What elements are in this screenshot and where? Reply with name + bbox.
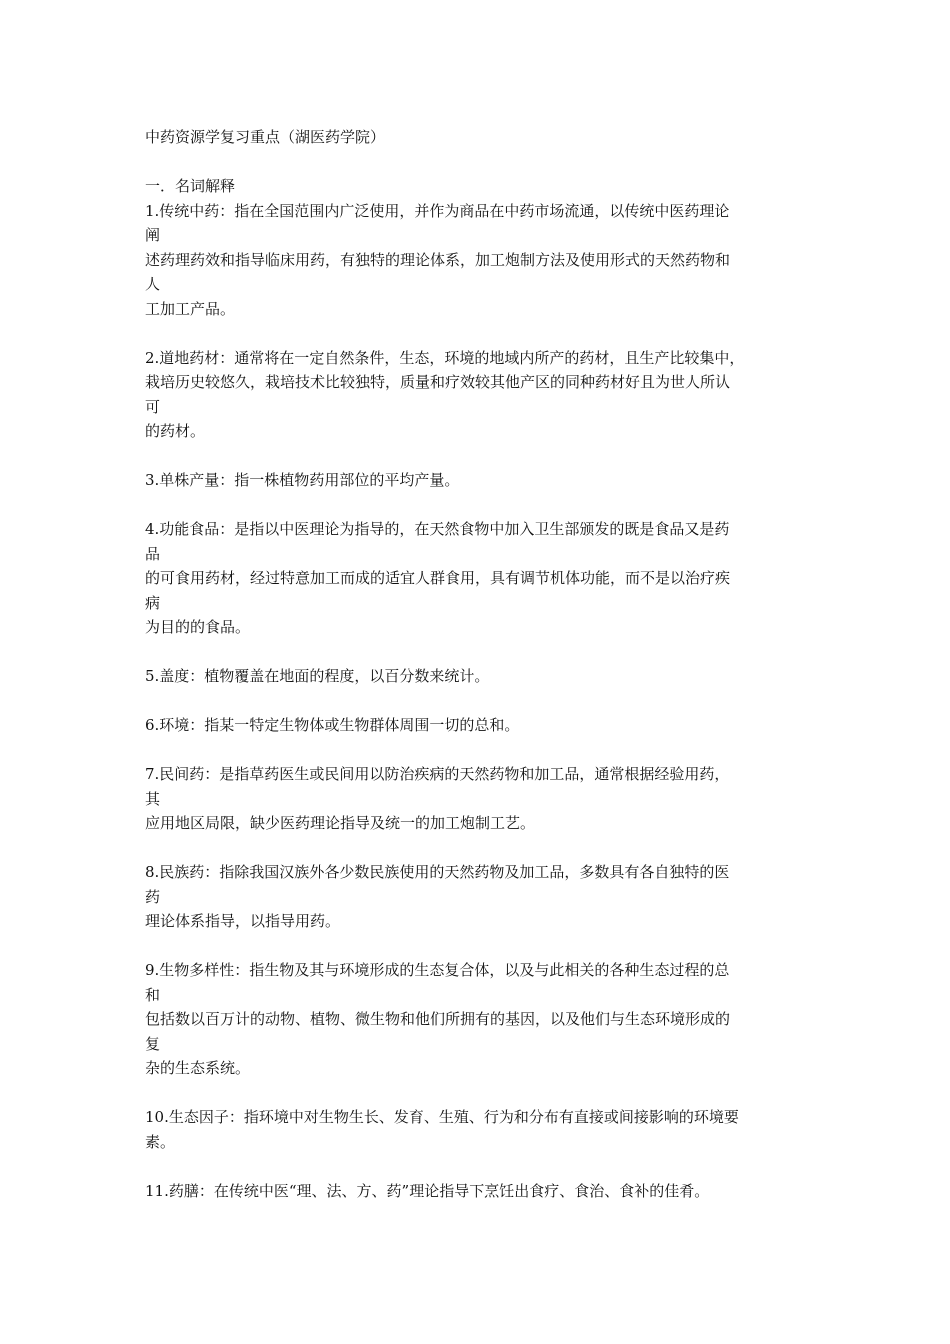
entry-line: 可 (145, 397, 161, 416)
entry-line: 4.功能食品：是指以中医理论为指导的，在天然食物中加入卫生部颁发的既是食品又是药 (145, 520, 730, 538)
term-entry-7 (145, 762, 825, 836)
entry-line: 栽培历史较悠久，栽培技术比较独特，质量和疗效较其他产区的同种药材好且为世人所认 (145, 373, 731, 391)
term-entry-4 (145, 517, 825, 640)
entry-line: 1.传统中药：指在全国范围内广泛使用，并作为商品在中药市场流通，以传统中医药理论 (145, 201, 730, 220)
entry-line: 11.药膳：在传统中医“理、法、方、药”理论指导下烹饪出食疗、食治、食补的佳肴。 (145, 1181, 710, 1200)
document-title: 中药资源学复习重点（湖医药学院） (145, 128, 386, 146)
entry-line: 10.生态因子：指环境中对生物生长、发育、生殖、行为和分布有直接或间接影响的环境要 (145, 1108, 739, 1126)
entry-line: 人 (145, 275, 161, 293)
term-entry-9 (145, 958, 825, 1081)
term-entry-5 (145, 664, 825, 689)
term-entry-3 (145, 468, 825, 493)
entry-line: 7.民间药：是指草药医生或民间用以防治疾病的天然药物和加工品，通常根据经验用药， (145, 765, 730, 783)
entry-line: 包括数以百万计的动物、植物、微生物和他们所拥有的基因，以及他们与生态环境形成的 (145, 1010, 731, 1028)
term-entry-1 (145, 199, 825, 322)
entry-line: 素。 (145, 1132, 176, 1151)
entry-line: 的可食用药材，经过特意加工而成的适宜人群食用，具有调节机体功能，而不是以治疗疾 (145, 569, 731, 587)
section-heading: 一．名词解释 (145, 177, 236, 195)
entry-line: 为目的的食品。 (145, 618, 251, 636)
entry-line: 阐 (145, 226, 161, 244)
entry-line: 3.单株产量：指一株植物药用部位的平均产量。 (145, 471, 460, 489)
entry-line: 2.道地药材：通常将在一定自然条件，生态，环境的地域内所产的药材，且生产比较集中， (145, 348, 745, 367)
entry-line: 述药理药效和指导临床用药，有独特的理论体系，加工炮制方法及使用形式的天然药物和 (145, 250, 731, 269)
entry-line: 药 (145, 887, 161, 906)
entry-line: 6.环境：指某一特定生物体或生物群体周围一切的总和。 (145, 716, 520, 734)
entry-line: 和 (145, 985, 161, 1004)
entry-line: 5.盖度：植物覆盖在地面的程度，以百分数来统计。 (145, 667, 490, 685)
entry-line: 杂的生态系统。 (145, 1059, 251, 1077)
entry-line: 工加工产品。 (145, 299, 236, 318)
entry-line: 应用地区局限，缺少医药理论指导及统一的加工炮制工艺。 (145, 814, 536, 832)
term-entry-2 (145, 346, 825, 444)
term-entry-6 (145, 713, 825, 738)
term-entry-11 (145, 1179, 825, 1204)
entry-line: 其 (145, 789, 161, 808)
entry-line: 9.生物多样性：指生物及其与环境形成的生态复合体，以及与此相关的各种生态过程的总 (145, 961, 730, 979)
term-entry-10 (145, 1105, 825, 1154)
entry-line: 8.民族药：指除我国汉族外各少数民族使用的天然药物及加工品，多数具有各自独特的医 (145, 863, 730, 881)
entry-line: 复 (145, 1034, 161, 1053)
entry-line: 品 (145, 544, 161, 563)
entry-line: 病 (145, 593, 161, 612)
term-entry-8 (145, 860, 825, 934)
entry-line: 理论体系指导，以指导用药。 (145, 912, 341, 930)
document-body (145, 125, 825, 1228)
entry-line: 的药材。 (145, 422, 206, 440)
